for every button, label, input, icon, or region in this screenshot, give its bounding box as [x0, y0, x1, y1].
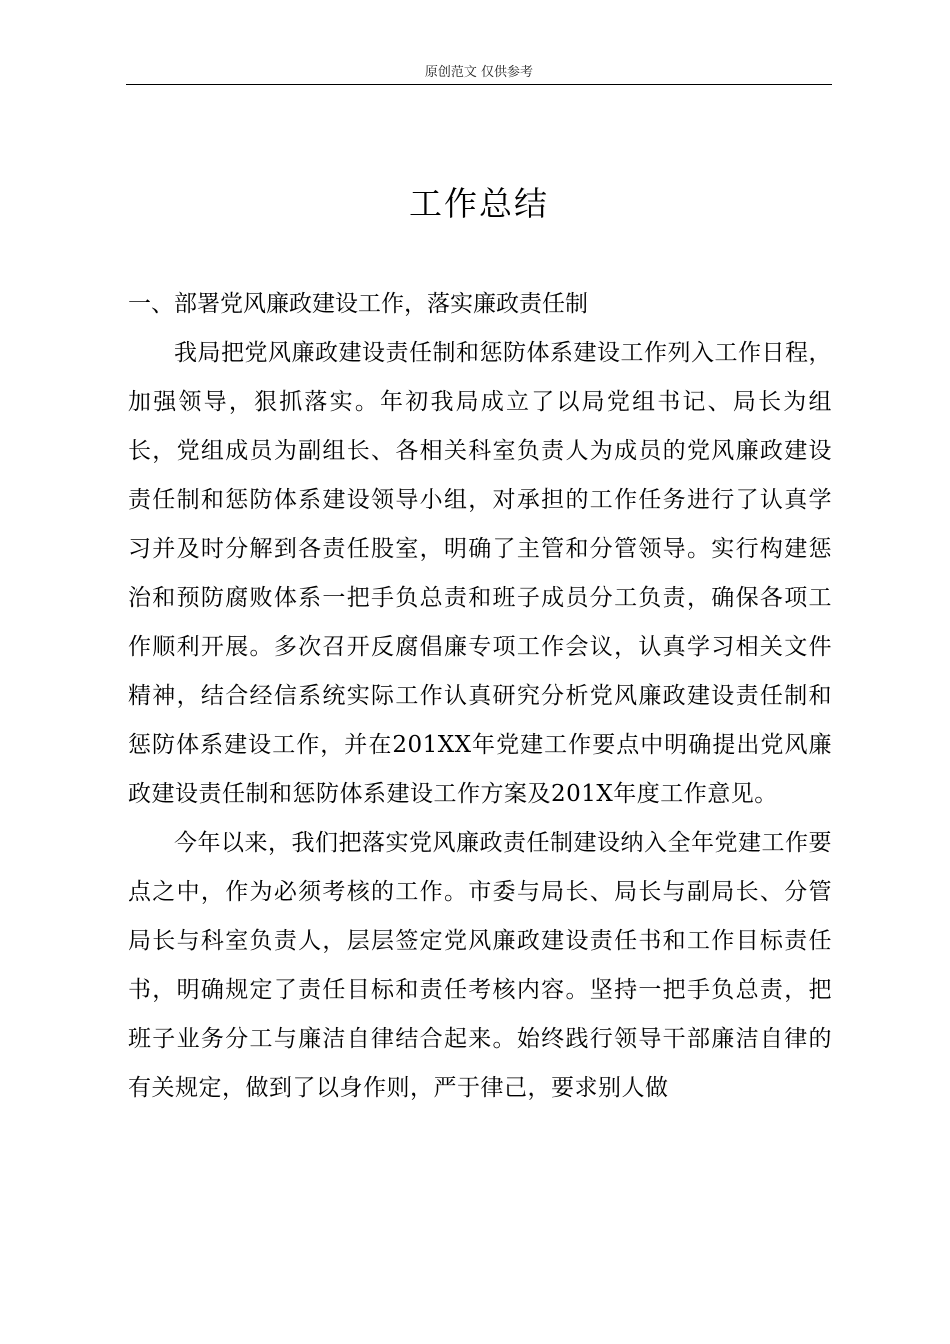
document-body — [128, 280, 832, 1113]
page-header — [126, 64, 832, 85]
paragraph-1: 我局把党风廉政建设责任制和惩防体系建设工作列入工作日程，加强领导，狠抓落实。年初我局成立了以局党组书记、局长为组长，党组成员为副组长、各相关科室负责人为成员的党风廉政建设责任制和惩防体系建设领导小组，对承担的工作任务进行了认真学习并及时分解到各责任股室，明确了主管和分管领导。实行构建惩治和预防腐败体系一把手负总责和班子成员分工负责，确保各项工作顺利开展。多次召开反腐倡廉专项工作会议，认真学习相关文件精神，结合经信系统实际工作认真研究分析党风廉政建设责任制和惩防体系建设工作，并在201XX年党建工作要点中明确提出党风廉政建设责任制和惩防体系建设工作方案及201X年度工作意见。 — [128, 340, 832, 807]
section-heading: 一、部署党风廉政建设工作，落实廉政责任制 — [128, 291, 588, 317]
document-title: 工作总结 — [409, 184, 549, 223]
paragraph-2: 今年以来，我们把落实党风廉政责任制建设纳入全年党建工作要点之中，作为必须考核的工作。市委与局长、局长与副局长、分管局长与科室负责人，层层签定党风廉政建设责任书和工作目标责任书，明确规定了责任目标和责任考核内容。坚持一把手负总责，把班子业务分工与廉洁自律结合起来。始终践行领导干部廉洁自律的有关规定，做到了以身作则，严于律己，要求别人做 — [128, 830, 832, 1101]
header-text: 原创范文 仅供参考 — [424, 65, 534, 80]
